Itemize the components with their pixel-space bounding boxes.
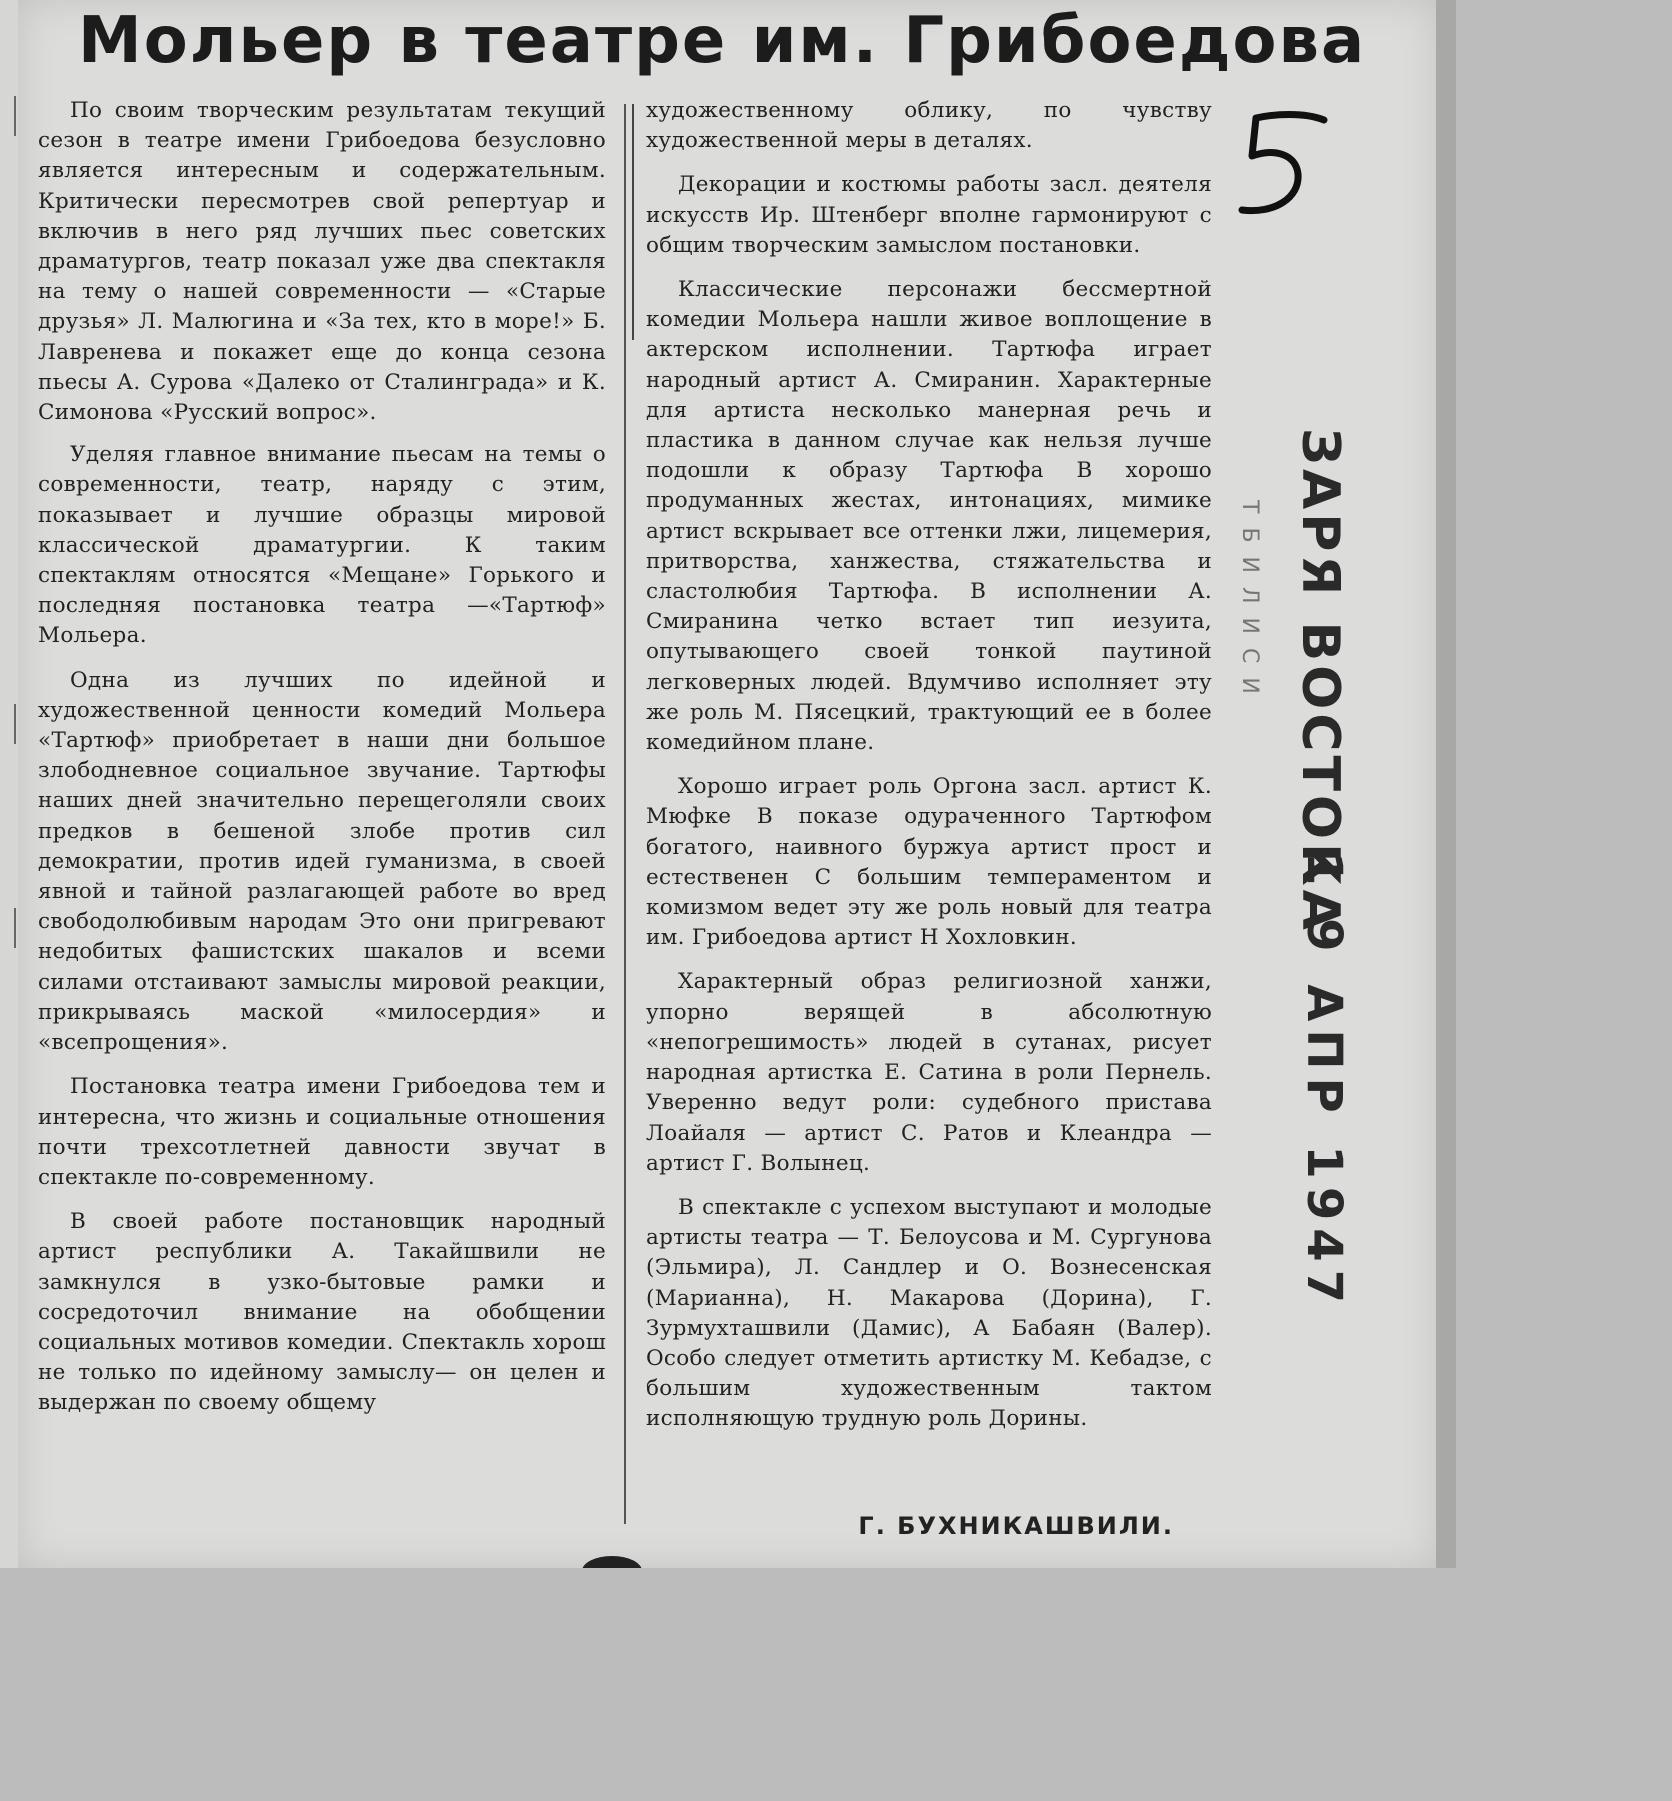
paragraph: Характерный образ религиозной ханжи, упорно верящей в абсолютную «непогрешимость» людей в сутанах, рисует народная артистка Е. Сатина в роли Пернель. Уверенно ведут роли: судебного пристава Лоайаля — артист С. Ратов и Клеандра — артист Г. Волынец.: [646, 969, 1212, 1176]
margin-mark: [14, 704, 16, 744]
article-column-right: [646, 96, 1212, 1449]
column-divider-top: [632, 104, 634, 340]
article-column-left: [38, 96, 606, 1433]
article-headline: Мольер в театре им. Грибоедова: [78, 4, 1367, 78]
paragraph: Постановка театра имени Грибоедова тем и интересна, что жизнь и социальные отношения почти трехсотлетней давности звучат в спектакле по-современному.: [38, 1074, 606, 1190]
stamp-date: 1 9 АПР 1947: [1296, 852, 1352, 1312]
paragraph: Уделяя главное внимание пьесам на темы о современности, театр, наряду с этим, показывает и лучшие образцы мировой классической драматургии. К таким спектаклям относятся «Мещане» Горького и последняя постановка театра —«Тартюф» Мольера.: [38, 442, 606, 649]
margin-mark: [14, 96, 16, 136]
stamp-city: ТБИЛИСИ: [1237, 500, 1262, 708]
clipping-edge-shadow: [1436, 0, 1456, 1568]
paragraph: По своим творческим результатам текущий сезон в театре имени Грибоедова безусловно является интересным и содержательным. Критически пересмотрев свой репертуар и включив в него ряд лучших пьес советских драматургов, театр показал уже два спектакля на тему о нашей современности — «Старые друзья» Л. Малюгина и «За тех, кто в море!» Б. Лавренева и покажет еще до конца сезона пьесы А. Сурова «Далеко от Сталинграда» и К. Симонова «Русский вопрос».: [38, 98, 606, 426]
paragraph: Одна из лучших по идейной и художественной ценности комедий Мольера «Тартюф» приобретает в наши дни большое злободневное социальное звучание. Тартюфы наших дней значительно перещеголяли своих предков в бешеной злобе против сил демократии, против идей гуманизма, в своей явной и тайной разлагающей работе во вред свободолюбивым народам Это они пригревают недобитых фашистских шакалов и всеми силами отстаивают замыслы мировой реакции, прикрываясь маской «милосердия» и «всепрощения».: [38, 667, 606, 1056]
column-divider: [624, 104, 626, 1524]
stamp-newspaper-name: ЗАРЯ ВОСТОКА: [1290, 428, 1350, 934]
paragraph: Декорации и костюмы работы засл. деятеля искусств Ир. Штенберг вполне гармонируют с общим творческим замыслом постановки.: [646, 172, 1212, 258]
paragraph: В спектакле с успехом выступают и молодые артисты театра — Т. Белоусова и М. Сургунова (Эльмира), Л. Сандлер и О. Вознесенская (Марианна), Н. Макарова (Дорина), Г. Зурмухташвили (Дамис), А Бабаян (Валер). Особо следует отметить артистку М. Кебадзе, с большим художественным тактом исполняющую трудную роль Дорины.: [646, 1194, 1212, 1432]
article-author: Г. БУХНИКАШВИЛИ.: [858, 1512, 1174, 1540]
paragraph: В своей работе постановщик народный артист республики А. Такайшвили не замкнулся в узко-бытовые рамки и сосредоточил внимание на обобщении социальных мотивов комедии. Спектакль хорош не только по идейному замыслу— он целен и выдержан по своему общему: [38, 1209, 606, 1416]
paragraph: художественному облику, по чувству художественной меры в деталях.: [646, 98, 1212, 154]
paragraph: Хорошо играет роль Оргона засл. артист К. Мюфке В показе одураченного Тартюфом богатого, наивного буржуа артист прост и естественен С большим темпераментом и комизмом ведет эту же роль новый для театра им. Грибоедова артист Н Хохловкин.: [646, 774, 1212, 951]
margin-mark: [14, 908, 16, 948]
handwritten-number-5-icon: [1234, 108, 1334, 228]
paragraph: Классические персонажи бессмертной комедии Мольера нашли живое воплощение в актерском исполнении. Тартюфа играет народный артист А. Смиранин. Характерные для артиста несколько манерная речь и пластика в данном случае как нельзя лучше подошли к образу Тартюфа В хорошо продуманных жестах, интонациях, мимике артист вскрывает все оттенки лжи, лицемерия, притворства, ханжества, стяжательства и сластолюбия Тартюфа. В исполнении А. Смиранина четко встает тип иезуита, опутывающего своей тонкой паутиной легковерных людей. Вдумчиво исполняет эту же роль М. Пясецкий, трактующий ее в более комедийном плане.: [646, 277, 1212, 756]
